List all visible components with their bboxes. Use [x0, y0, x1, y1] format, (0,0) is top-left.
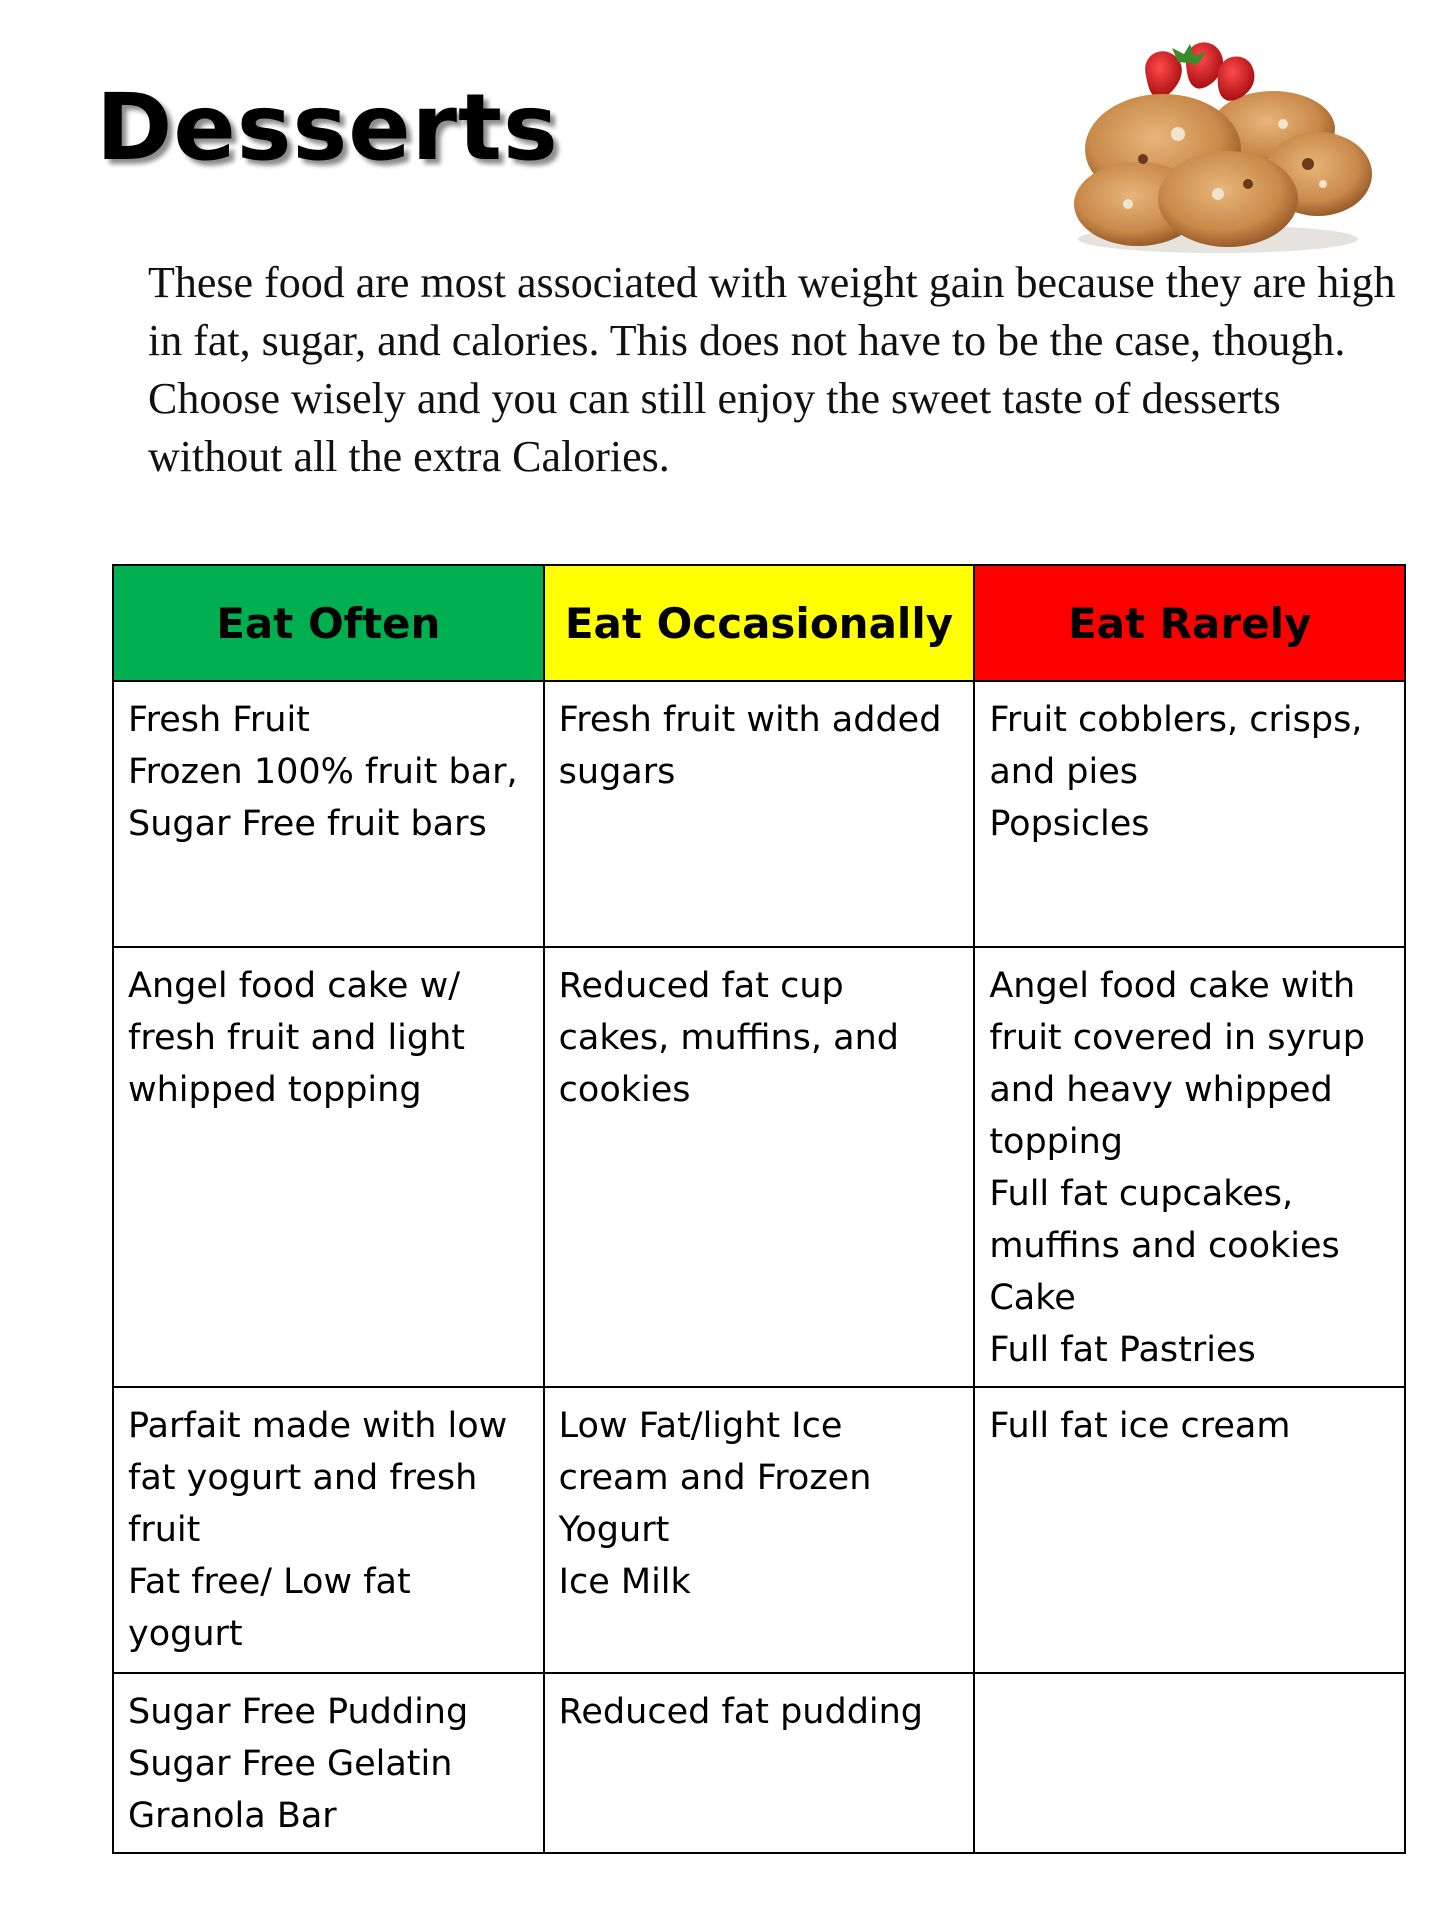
table-cell-rarely — [974, 1673, 1405, 1853]
table-cell-occasionally — [544, 1673, 975, 1853]
table-cell-occasionally — [544, 681, 975, 947]
food-item: Sugar Free Pudding — [128, 1692, 469, 1732]
food-choices-table — [112, 564, 1406, 1854]
header-eat-often: Eat Often — [113, 565, 544, 681]
food-item: Reduced fat pudding — [558, 1692, 924, 1732]
food-item: Frozen 100% fruit bar, — [128, 752, 518, 792]
food-item: Fat free/ Low fat yogurt — [128, 1562, 411, 1654]
food-item: Fresh fruit with added sugars — [558, 700, 942, 792]
food-item: Reduced fat cup cakes, muffins, and cookies — [558, 966, 900, 1110]
food-item: Parfait made with low fat yogurt and fresh fruit — [128, 1406, 508, 1550]
food-item: Angel food cake w/ fresh fruit and light whipped topping — [128, 966, 466, 1110]
table-row — [113, 1673, 1405, 1853]
food-item: Granola Bar — [128, 1796, 337, 1836]
table-cell-rarely — [974, 1387, 1405, 1673]
table-body — [113, 681, 1405, 1853]
food-item: Cake — [989, 1278, 1076, 1318]
table-row — [113, 1387, 1405, 1673]
intro-paragraph: These food are most associated with weight gain because they are high in fat, sugar, and calories. This does not have to be the case, though. Choose wisely and you can still enjoy the sweet taste of desserts without all the extra Calories. — [148, 258, 1396, 481]
table-cell-occasionally — [544, 947, 975, 1387]
table-cell-often — [113, 681, 544, 947]
table-header-row — [113, 565, 1405, 681]
food-item: Sugar Free Gelatin — [128, 1744, 453, 1784]
food-item: Fruit cobblers, crisps, and pies — [989, 700, 1363, 792]
food-item: Full fat Pastries — [989, 1330, 1256, 1370]
header-eat-occasionally: Eat Occasionally — [544, 565, 975, 681]
page-title: Desserts — [96, 74, 559, 181]
food-item: Fresh Fruit — [128, 700, 310, 740]
table-cell-rarely — [974, 947, 1405, 1387]
food-item: Popsicles — [989, 804, 1150, 844]
food-item: Ice Milk — [558, 1562, 691, 1602]
table-cell-often — [113, 1387, 544, 1673]
header-eat-rarely: Eat Rarely — [974, 565, 1405, 681]
food-item: Low Fat/light Ice cream and Frozen Yogurt — [558, 1406, 872, 1550]
table-cell-often — [113, 1673, 544, 1853]
food-item: Sugar Free fruit bars — [128, 804, 487, 844]
table-row — [113, 681, 1405, 947]
table-cell-rarely — [974, 681, 1405, 947]
food-item: Full fat ice cream — [989, 1406, 1291, 1446]
food-item: Full fat cupcakes, muffins and cookies — [989, 1174, 1340, 1266]
table-row — [113, 947, 1405, 1387]
cookies-with-strawberries-photo — [1068, 34, 1376, 262]
table-cell-often — [113, 947, 544, 1387]
table-cell-occasionally — [544, 1387, 975, 1673]
food-item: Angel food cake with fruit covered in syrup and heavy whipped topping — [989, 966, 1365, 1162]
